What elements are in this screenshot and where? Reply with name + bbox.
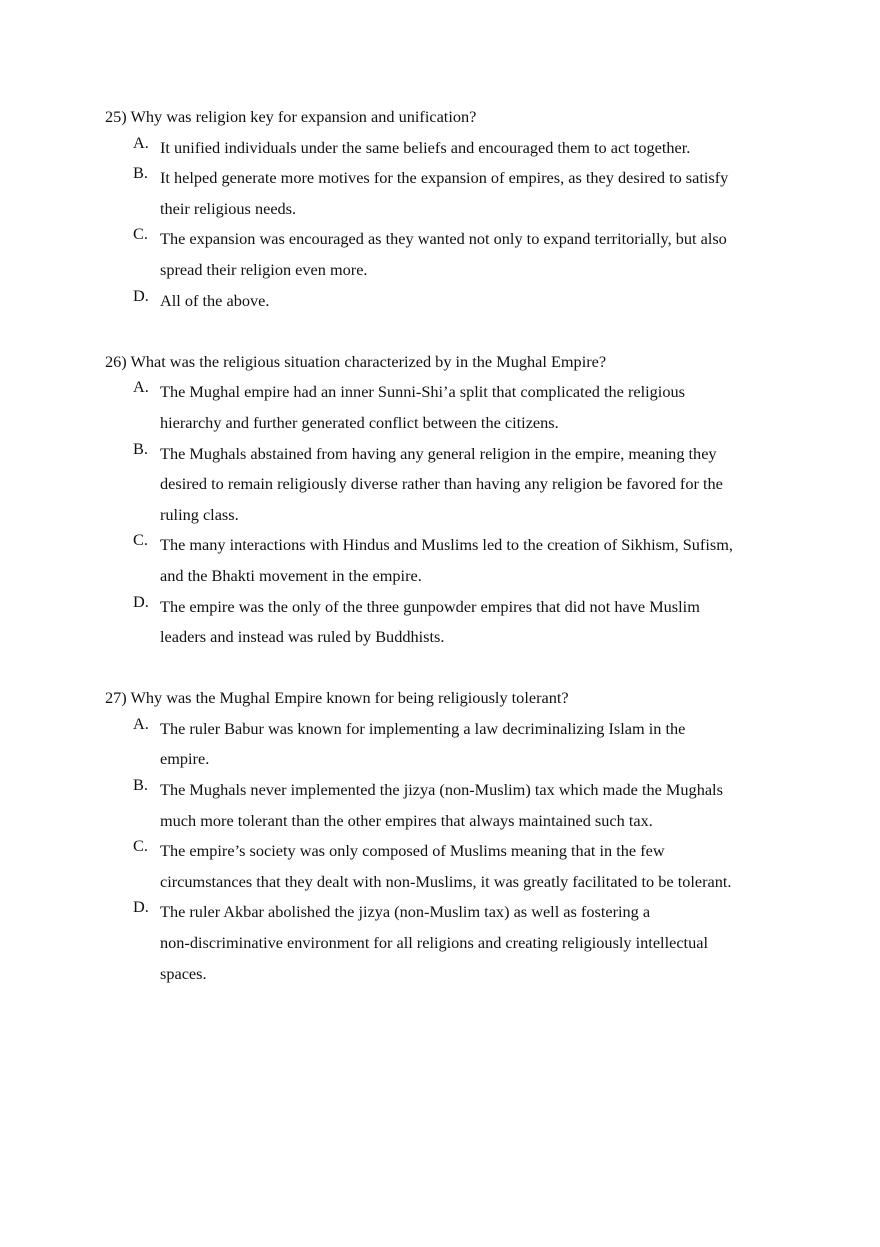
answer-option [105,286,785,317]
option-text-line: and the Bhakti movement in the empire. [160,565,422,585]
question-line [105,102,785,133]
question-block [105,347,785,653]
option-text-line: The many interactions with Hindus and Muslims led to the creation of Sikhism, Sufism, [160,535,733,555]
option-text-line: hierarchy and further generated conflict between the citizens. [160,412,559,432]
option-text-line: The Mughals never implemented the jizya (non-Muslim) tax which made the Mughals [160,780,723,800]
answer-option [105,592,785,653]
option-text-line: their religious needs. [160,198,297,218]
answer-option [105,530,785,591]
option-letter: D. [133,591,149,611]
question-number: 27) [105,688,127,708]
question-number: 26) [105,351,127,371]
option-letter: C. [133,836,148,856]
answer-option [105,439,785,531]
question-number: 25) [105,107,127,126]
document-page [105,102,785,1020]
option-text-line: leaders and instead was ruled by Buddhists. [160,627,445,647]
option-text-line: The expansion was encouraged as they wanted not only to expand territorially, but also [160,229,727,249]
answer-option [105,163,785,224]
answer-option [105,775,785,836]
question-text: Why was religion key for expansion and unification? [130,107,477,126]
option-letter: C. [133,224,148,244]
question-block [105,683,785,989]
question-text: What was the religious situation characterized by in the Mughal Empire? [130,351,607,371]
option-text-line: much more tolerant than the other empires that always maintained such tax. [160,810,653,830]
answer-option [105,224,785,285]
option-text-line: It helped generate more motives for the expansion of empires, as they desired to satisfy [160,168,729,188]
option-letter: B. [133,775,148,795]
option-letter: A. [133,713,149,733]
option-text-line: desired to remain religiously diverse rather than having any religion be favored for the [160,474,723,494]
question-text: Why was the Mughal Empire known for being religiously tolerant? [130,688,569,708]
answer-option [105,377,785,438]
option-text-line: The empire was the only of the three gunpowder empires that did not have Muslim [160,596,700,616]
option-text-line: The Mughals abstained from having any general religion in the empire, meaning they [160,443,717,463]
option-text-line: The ruler Akbar abolished the jizya (non-Muslim tax) as well as fostering a [160,902,651,922]
option-letter: D. [133,897,149,917]
question-line [105,683,785,714]
option-text-line: ruling class. [160,504,239,524]
option-text-line: spread their religion even more. [160,259,368,279]
option-text-line: The empire’s society was only composed of Muslims meaning that in the few [160,841,665,861]
question-line [105,347,785,378]
answer-option [105,133,785,164]
option-text-line: The ruler Babur was known for implementing a law decriminalizing Islam in the [160,718,686,738]
option-letter: C. [133,530,148,550]
option-letter: A. [133,377,149,397]
option-text-line: empire. [160,749,210,769]
answer-option [105,897,785,989]
question-block [105,102,785,316]
option-text-line: circumstances that they dealt with non-Muslims, it was greatly facilitated to be tolerant. [160,871,732,891]
option-letter: B. [133,438,148,458]
answer-option [105,836,785,897]
option-text-line: non-discriminative environment for all religions and creating religiously intellectual [160,933,708,953]
option-letter: A. [133,132,149,152]
option-text-line: All of the above. [160,290,270,310]
option-text-line: It unified individuals under the same beliefs and encouraged them to act together. [160,137,691,157]
option-text-line: The Mughal empire had an inner Sunni-Shi’a split that complicated the religious [160,382,685,402]
option-letter: B. [133,163,148,183]
answer-option [105,714,785,775]
option-text-line: spaces. [160,963,207,983]
option-letter: D. [133,285,149,305]
